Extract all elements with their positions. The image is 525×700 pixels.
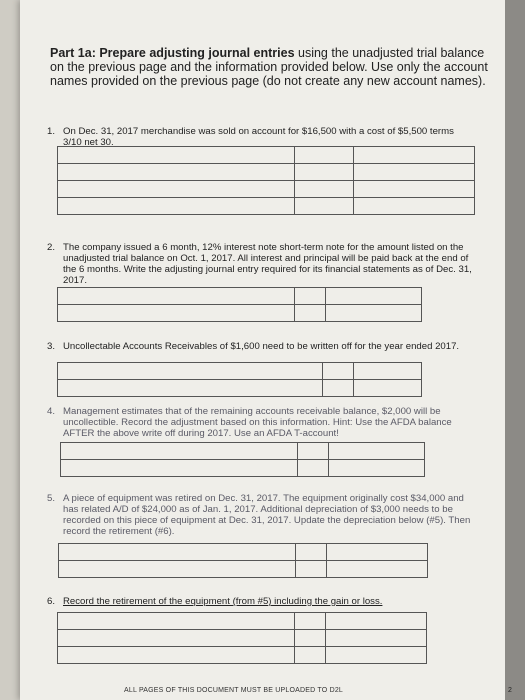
journal-entry-table-6 xyxy=(57,612,427,664)
part-heading-instructions: using the unadjusted trial balance on the previous page and the information provided below. Use only the account names provided on the previous page (do not create any new account names). xyxy=(50,46,488,88)
table-row xyxy=(58,363,422,380)
credit-cell[interactable] xyxy=(354,181,475,198)
debit-cell[interactable] xyxy=(295,181,354,198)
account-cell[interactable] xyxy=(59,561,296,578)
credit-cell[interactable] xyxy=(329,443,425,460)
debit-cell[interactable] xyxy=(298,443,329,460)
table-row xyxy=(58,181,475,198)
question-number: 5. xyxy=(47,493,56,504)
account-cell[interactable] xyxy=(58,198,295,215)
journal-entry-table-5 xyxy=(58,543,428,578)
account-cell[interactable] xyxy=(58,647,295,664)
credit-cell[interactable] xyxy=(326,647,427,664)
debit-cell[interactable] xyxy=(295,305,326,322)
debit-cell[interactable] xyxy=(295,164,354,181)
question-number: 6. xyxy=(47,596,56,607)
table-row xyxy=(61,460,425,477)
account-cell[interactable] xyxy=(58,164,295,181)
debit-cell[interactable] xyxy=(323,363,354,380)
question-text: Record the retirement of the equipment (from #5) including the gain or loss. xyxy=(63,596,383,607)
question-number: 2. xyxy=(47,242,56,253)
credit-cell[interactable] xyxy=(326,613,427,630)
table-row xyxy=(61,443,425,460)
table-row xyxy=(58,380,422,397)
question-text: A piece of equipment was retired on Dec. 31, 2017. The equipment originally cost $34,000 and has related A/D of $24,000 as of Jan. 1, 2017. Additional depreciation of $3,000 needs to be recorded on this piece of equipment at Dec. 31, 2017. Update the depreciation below (#5). Then record the retirement (#6). xyxy=(63,493,471,537)
journal-entry-table-2 xyxy=(57,287,422,322)
page-footer: ALL PAGES OF THIS DOCUMENT MUST BE UPLOADED TO D2L xyxy=(124,687,344,694)
table-row xyxy=(59,544,428,561)
account-cell[interactable] xyxy=(58,305,295,322)
credit-cell[interactable] xyxy=(354,363,422,380)
table-row xyxy=(58,198,475,215)
journal-entry-table-1 xyxy=(57,146,475,215)
journal-entry-table-4 xyxy=(60,442,425,477)
table-row xyxy=(58,147,475,164)
question-text: The company issued a 6 month, 12% interest note short-term note for the amount listed on the unadjusted trial balance on Oct. 1, 2017. All interest and principal will be paid back at the end of the 6 months. Write the adjusting journal entry required for its financial statements as of Dec. 31, 2017. xyxy=(63,242,472,286)
debit-cell[interactable] xyxy=(295,647,326,664)
account-cell[interactable] xyxy=(61,460,298,477)
table-row xyxy=(59,561,428,578)
debit-cell[interactable] xyxy=(296,544,327,561)
credit-cell[interactable] xyxy=(327,544,428,561)
debit-cell[interactable] xyxy=(296,561,327,578)
credit-cell[interactable] xyxy=(354,164,475,181)
table-row xyxy=(58,613,427,630)
debit-cell[interactable] xyxy=(295,630,326,647)
question-text: Uncollectable Accounts Receivables of $1,600 need to be written off for the year ended 2017. xyxy=(63,341,460,352)
credit-cell[interactable] xyxy=(327,561,428,578)
debit-cell[interactable] xyxy=(323,380,354,397)
question-text: Management estimates that of the remaining accounts receivable balance, $2,000 will be uncollectible. Record the adjustment based on this information. Hint: Use the AFDA balance AFTER the above write off during 2017. Use an AFDA T-account! xyxy=(63,406,452,439)
account-cell[interactable] xyxy=(58,380,323,397)
part-heading-title: Part 1a: Prepare adjusting journal entries xyxy=(50,46,295,60)
credit-cell[interactable] xyxy=(326,630,427,647)
debit-cell[interactable] xyxy=(298,460,329,477)
page-edge-shadow xyxy=(505,0,525,700)
account-cell[interactable] xyxy=(58,363,323,380)
credit-cell[interactable] xyxy=(354,147,475,164)
account-cell[interactable] xyxy=(59,544,296,561)
table-row xyxy=(58,288,422,305)
page-number: 2 xyxy=(508,687,512,694)
credit-cell[interactable] xyxy=(326,288,422,305)
part-heading xyxy=(50,46,495,88)
account-cell[interactable] xyxy=(61,443,298,460)
account-cell[interactable] xyxy=(58,613,295,630)
question-number: 3. xyxy=(47,341,56,352)
table-row xyxy=(58,164,475,181)
account-cell[interactable] xyxy=(58,630,295,647)
debit-cell[interactable] xyxy=(295,288,326,305)
table-row xyxy=(58,305,422,322)
credit-cell[interactable] xyxy=(354,198,475,215)
table-row xyxy=(58,647,427,664)
account-cell[interactable] xyxy=(58,147,295,164)
credit-cell[interactable] xyxy=(329,460,425,477)
debit-cell[interactable] xyxy=(295,147,354,164)
credit-cell[interactable] xyxy=(326,305,422,322)
account-cell[interactable] xyxy=(58,288,295,305)
question-text: On Dec. 31, 2017 merchandise was sold on account for $16,500 with a cost of $5,500 terms 3/10 net 30. xyxy=(63,126,454,148)
question-number: 4. xyxy=(47,406,56,417)
account-cell[interactable] xyxy=(58,181,295,198)
journal-entry-table-3 xyxy=(57,362,422,397)
debit-cell[interactable] xyxy=(295,198,354,215)
credit-cell[interactable] xyxy=(354,380,422,397)
debit-cell[interactable] xyxy=(295,613,326,630)
question-number: 1. xyxy=(47,126,56,137)
table-row xyxy=(58,630,427,647)
